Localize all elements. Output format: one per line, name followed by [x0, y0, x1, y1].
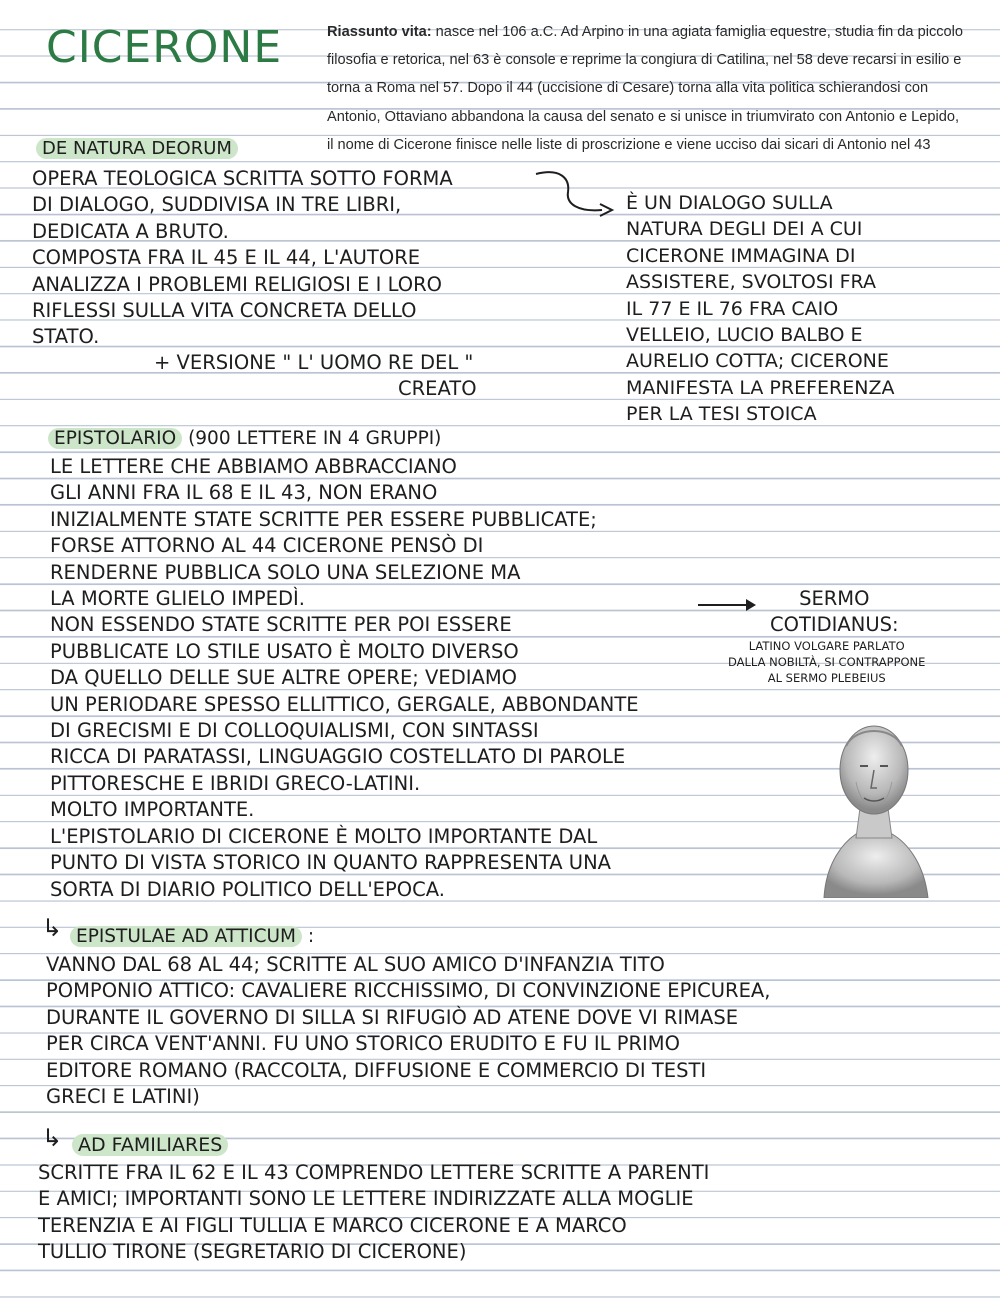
epistolario-heading-note: (900 LETTERE IN 4 GRUPPI) — [188, 428, 442, 449]
summary-label: Riassunto vita: — [327, 24, 432, 40]
section-heading-de-natura: DE NATURA DEORUM — [36, 138, 238, 159]
page-title: CICERONE — [46, 22, 283, 73]
ad-familiares-text: SCRITTE FRA IL 62 E IL 43 COMPRENDO LETTERE SCRITTE A PARENTI E AMICI; IMPORTANTI SONO LE LETTERE INDIRIZZATE ALLA MOGLIE TERENZIA E AI FIGLI TULLIA E MARCO CICERONE E A MARCO TULLIO TIRONE (SEGRETARIO DI CICERONE) — [38, 1161, 710, 1264]
ad-atticum-text: VANNO DAL 68 AL 44; SCRITTE AL SUO AMICO D'INFANZIA TITO POMPONIO ATTICO: CAVALIERE RICCHISSIMO, DI CONVINZIONE EPICUREA, DURANTE IL GOVERNO DI SILLA SI RIFUGIÒ AD ATENE DOVE VI RIMASE PER CIRCA VENT'ANNI. FU UNO STORICO ERUDITO E FU IL PRIMO EDITORE ROMANO (RACCOLTA, DIFFUSIONE E COMMERCIO DI TESTI GRECI E LATINI) — [46, 953, 771, 1109]
arrow-line — [698, 604, 748, 606]
cicero-bust-icon — [816, 712, 932, 898]
section-heading-ad-atticum: EPISTULAE AD ATTICUM : — [70, 926, 314, 947]
sermo-cotidianus-term: SERMO COTIDIANUS: — [770, 587, 899, 637]
arrowhead-icon — [746, 599, 756, 611]
de-natura-version-word: CREATO — [398, 377, 477, 400]
sub-arrow-icon: ↳ — [42, 1124, 63, 1152]
sermo-cotidianus-note: LATINO VOLGARE PARLATO DALLA NOBILTÀ, SI CONTRAPPONE AL SERMO PLEBEIUS — [728, 639, 926, 685]
sub-arrow-icon: ↳ — [42, 914, 63, 942]
life-summary — [327, 18, 967, 159]
section-heading-ad-familiares: AD FAMILIARES — [72, 1134, 228, 1156]
section-heading-epistolario: EPISTOLARIO (900 LETTERE IN 4 GRUPPI) — [48, 428, 441, 449]
epistolario-text: LE LETTERE CHE ABBIAMO ABBRACCIANO GLI ANNI FRA IL 68 E IL 43, NON ERANO INIZIALMENTE STATE SCRITTE PER ESSERE PUBBLICATE; FORSE ATTORNO AL 44 CICERONE PENSÒ DI RENDERNE PUBBLICA SOLO UNA SELEZIONE MA LA MORTE GLIELO IMPEDÌ. NON ESSENDO STATE SCRITTE PER POI ESSERE PUBBLICATE LO STILE USATO È MOLTO DIVERSO DA QUELLO DELLE SUE ALTRE OPERE; VEDIAMO UN PERIODARE SPESSO ELLITTICO, GERGALE, ABBONDANTE DI GRECISMI E DI COLLOQUIALISMI, CON SINTASSI RICCA DI PARATASSI, LINGUAGGIO COSTELLATO DI PAROLE PITTORESCHE E IBRIDI GRECO-LATINI. MOLTO IMPORTANTE. L'EPISTOLARIO DI CICERONE È MOLTO IMPORTANTE DAL PUNTO DI VISTA STORICO IN QUANTO RAPPRESENTA UNA SORTA DI DIARIO POLITICO DELL'EPOCA. — [50, 455, 639, 901]
de-natura-left-text: OPERA TEOLOGICA SCRITTA SOTTO FORMA DI DIALOGO, SUDDIVISA IN TRE LIBRI, DEDICATA A BRUTO. COMPOSTA FRA IL 45 E IL 44, L'AUTORE ANALIZZA I PROBLEMI RELIGIOSI E I LORO RIFLESSI SULLA VITA CONCRETA DELLO STATO. — [32, 167, 453, 349]
summary-text: nasce nel 106 a.C. Ad Arpino in una agiata famiglia equestre, studia fin da piccolo filosofia e retorica, nel 63 è console e reprime la congiura di Catilina, nel 58 deve recarsi in esilio e torna a Roma nel 57. Dopo il 44 (uccisione di Cesare) torna alla vita politica schierandosi con Antonio, Ottaviano abbandona la causa del senato e si unisce in triumvirato con Antonio e Lepido, il nome di Cicerone finisce nelle liste di proscrizione e viene ucciso dai sicari di Antonio nel 43 — [327, 24, 964, 153]
de-natura-right-text: È UN DIALOGO SULLA NATURA DEGLI DEI A CUI CICERONE IMMAGINA DI ASSISTERE, SVOLTOSI FRA IL 77 E IL 76 FRA CAIO VELLEIO, LUCIO BALBO E AURELIO COTTA; CICERONE MANIFESTA LA PREFERENZA PER LA TESI STOICA — [626, 192, 895, 426]
curved-arrow-icon — [530, 168, 620, 220]
de-natura-version-line: + VERSIONE " L' UOMO RE DEL " — [154, 351, 474, 374]
